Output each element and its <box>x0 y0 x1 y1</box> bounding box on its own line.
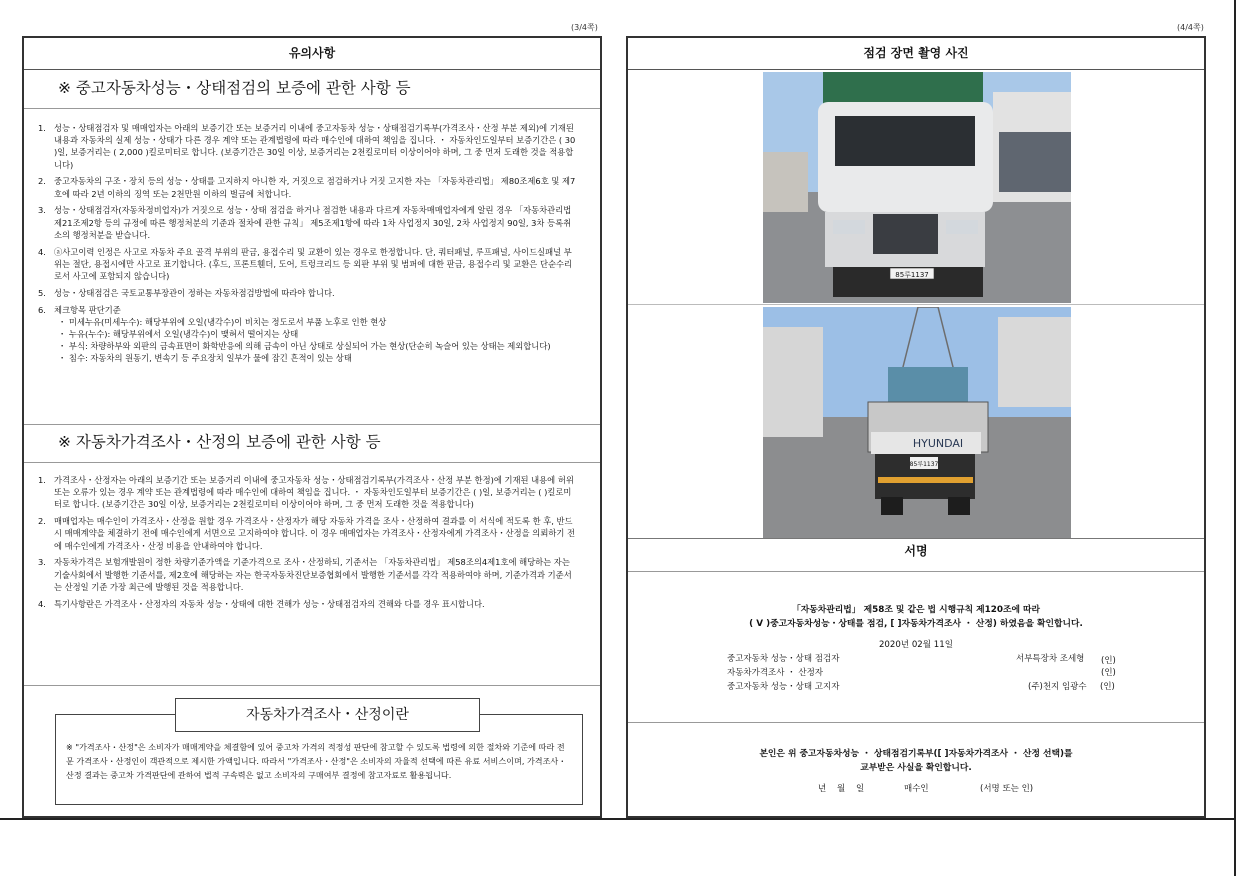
role-inspector: 중고자동차 성능・상태 점검자 <box>727 654 840 664</box>
rear-photo <box>763 307 1071 538</box>
seal-price-assessor: (인) <box>1101 668 1116 678</box>
front-plate-text: 85루1137 <box>895 271 929 279</box>
list-item-text: ⓐ사고이력 인정은 사고로 자동차 주요 골격 부위의 판금, 용접수리 및 교환이 있는 경우로 한정합니다. 단, 쿼터패널, 루프패널, 사이드실패널 부위는 절단, 용접시에만 사고로 표기합니다. (후드, 프론트휀더, 도어, 트렁크리드 등 외판 부위 및 범퍼에 대한 판금, 용접수리 및 교환은 단순수리로서 사고에 포함되지 않습니다) <box>54 246 573 282</box>
receipt-date-blank: 년 월 일 <box>818 784 865 794</box>
list-item <box>38 304 578 365</box>
list-item-number: 3. <box>38 205 46 216</box>
name-notifier: (주)천지 임광수 <box>1028 682 1087 692</box>
list-item <box>38 204 578 241</box>
rear-plate-text: 85루1137 <box>909 461 939 468</box>
truck-brand-text: HYUNDAI <box>912 437 964 450</box>
list-item <box>38 246 578 283</box>
photo-title: 점검 장면 촬영 사진 <box>628 38 1204 70</box>
list-item <box>38 556 578 593</box>
divider <box>628 722 1204 723</box>
list-item-text: 체크항목 판단기준 <box>54 304 121 315</box>
list-item-text: 매매업자는 매수인이 가격조사・산정을 원할 경우 가격조사・산정자가 해당 자동차 가격을 조사・산정하여 결과를 이 서식에 적도록 한 후, 반드시 매매계약을 체결하기 전에 매수인에게 서면으로 고지하여야 합니다. 이 경우 매매업자는 가격조사・산정자에게 가격조사・산정을 의뢰하기 전에 매수인에게 가격조사・산정 비용을 안내하여야 합니다. <box>54 516 576 551</box>
buyer-signature-field[interactable]: (서명 또는 인) <box>980 784 1034 794</box>
price-section-title: ※ 자동차가격조사・산정의 보증에 관한 사항 등 <box>58 433 381 451</box>
divider <box>24 685 600 686</box>
role-notifier: 중고자동차 성능・상태 고지자 <box>727 682 840 692</box>
list-item-number: 1. <box>38 475 46 485</box>
front-photo <box>763 72 1071 303</box>
divider <box>24 462 600 463</box>
sign-date: 2020년 02월 11일 <box>878 640 954 650</box>
list-item <box>38 515 578 552</box>
list-item <box>38 175 578 199</box>
list-item-number: 6. <box>38 304 46 315</box>
list-item <box>38 474 578 511</box>
list-item-number: 1. <box>38 123 46 133</box>
list-item-text: 자동차가격은 보험개발원이 정한 차량기준가액을 기준가격으로 조사・산정하되, 기준서는 「자동차관리법」 제58조의4제1호에 해당하는 자는 기술사회에서 발행한 기준서를, 제2호에 해당하는 자는 한국자동차진단보증협회에서 발행한 기준서를 각각 적용하여야 하며, 기준가격과 기준서는 산정일 기준 가장 최근에 발행된 것을 적용합니다. <box>54 557 572 592</box>
list-item-number: 4. <box>38 246 46 257</box>
warranty-section-title: ※ 중고자동차성능・상태점검의 보증에 관한 사항 등 <box>58 79 411 97</box>
list-item <box>38 598 578 610</box>
receipt-line-1: 본인은 위 중고자동차성능 ・ 상태점검기록부([ ]자동차가격조사 ・ 산정 선택)를 <box>759 749 1073 759</box>
seal-notifier: (인) <box>1100 682 1115 692</box>
list-item-number: 4. <box>38 598 46 609</box>
list-item-text: 성능・상태점검자(자동차정비업자)가 거짓으로 성능・상태 점검을 하거나 점검한 내용과 다르게 자동차매매업자에게 알린 경우 「자동차관리법 제21조제2항 등의 규정에 따른 행정처분의 기준과 절차에 관한 규칙」 제5조제1항에 따라 1차 사업정지 30일, 2차 사업정지 90일, 3차 등록취소의 행정처분을 받습니다. <box>54 205 572 240</box>
list-item-text: 특기사항란은 가격조사・산정자의 자동차 성능・상태에 대한 견해가 성능・상태점검자의 견해와 다를 경우 표시합니다. <box>54 598 485 609</box>
buyer-label: 매수인 <box>904 784 929 794</box>
signature-title: 서명 <box>904 544 928 558</box>
page-edge-bottom <box>0 818 1236 820</box>
criteria-item: ・ 부식: 차량하부와 외판의 금속표면이 화학반응에 의해 금속이 아닌 상태로 상실되어 가는 현상(단순히 녹슬어 있는 상태는 제외합니다) <box>58 341 551 352</box>
receipt-line-2: 교부받은 사실을 확인합니다. <box>860 763 972 773</box>
notice-panel <box>22 36 602 818</box>
divider <box>24 108 600 109</box>
page-number-left: (3/4쪽) <box>571 23 598 32</box>
list-item-number: 2. <box>38 176 46 187</box>
page-number-right: (4/4쪽) <box>1177 23 1204 32</box>
list-item <box>38 122 578 171</box>
list-item-number: 5. <box>38 287 46 298</box>
divider <box>628 304 1204 305</box>
divider <box>628 571 1204 572</box>
price-info-title: 자동차가격조사・산정이란 <box>175 698 480 732</box>
warranty-list <box>38 122 578 369</box>
page-edge-right <box>1234 0 1236 876</box>
law-line-1: 「자동차관리법」 제58조 및 같은 법 시행규칙 제120조에 따라 <box>791 605 1041 615</box>
list-item-number: 2. <box>38 516 46 527</box>
price-info-text: ※ "가격조사・산정"은 소비자가 매매계약을 체결함에 있어 중고차 가격의 적정성 판단에 참고할 수 있도록 법령에 의한 절차와 기준에 따라 전문 가격조사・산정인이 객관적으로 제시한 가액입니다. 따라서 "가격조사・산정"은 소비자의 자율적 선택에 따른 유료 서비스이며, 가격조사・산정 결과는 중고차 가격판단에 관하여 법적 구속력은 없고 소비자의 구매여부 결정에 참고자료로 활용됩니다. <box>66 742 567 780</box>
list-item <box>38 287 578 299</box>
name-inspector: 서부특장차 조세형 <box>1016 654 1085 664</box>
divider <box>24 424 600 425</box>
price-list <box>38 474 578 614</box>
list-item-number: 3. <box>38 557 46 568</box>
list-item-text: 성능・상태점검자 및 매매업자는 아래의 보증기간 또는 보증거리 이내에 중고자동차 성능・상태점검기록부(가격조사・산정 부분 제외)에 기재된 내용과 자동차의 실제 성능・상태가 다른 경우 계약 또는 관계법령에 따라 매수인에 대하여 책임을 집니다. ・ 자동차인도일부터 보증기간은 ( 30 )일, 보증거리는 ( 2,000 )킬로미터로 합니다. (보증기간은 30일 이상, 보증거리는 2천킬로미터 이상이어야 하며, 그 중 먼저 도래한 것을 적용합니다) <box>54 123 576 170</box>
divider <box>628 538 1204 539</box>
criteria-item: ・ 누유(누수): 해당부위에서 오일(냉각수)이 맺혀서 떨어지는 상태 <box>58 329 299 340</box>
criteria-item: ・ 미세누유(미세누수): 해당부위에 오일(냉각수)이 비치는 정도로서 부품 노후로 인한 현상 <box>58 316 387 327</box>
list-item-text: 중고자동차의 구조・장치 등의 성능・상태를 고지하지 아니한 자, 거짓으로 점검하거나 거짓 고지한 자는 「자동차관리법」 제80조제6호 및 제7호에 따라 2년 이하의 징역 또는 2천만원 이하의 벌금에 처합니다. <box>54 176 576 199</box>
seal-inspector: (인) <box>1101 656 1116 666</box>
law-line-2: ( V )중고자동차성능・상태를 점검, [ ]자동차가격조사 ・ 산정) 하였음을 확인합니다. <box>749 619 1083 629</box>
role-price-assessor: 자동차가격조사 ・ 산정자 <box>727 668 824 678</box>
criteria-item: ・ 침수: 자동차의 원동기, 변속기 등 주요장치 일부가 물에 잠긴 흔적이 있는 상태 <box>58 353 352 364</box>
list-item-text: 가격조사・산정자는 아래의 보증기간 또는 보증거리 이내에 중고자동차 성능・상태점검기록부(가격조사・산정 부분 한정)에 기재된 내용에 허위 또는 오류가 있는 경우 계약 또는 관계법령에 따라 매수인에 대하여 책임을 집니다. ・ 자동차인도일부터 보증기간은 ( )일, 보증거리는 ( )킬로미터로 합니다. (보증기간은 30일 이상, 보증거리는 2천킬로미터 이상이어야 하며, 그 중 먼저 도래한 것을 적용합니다) <box>54 475 574 510</box>
photo-panel <box>626 36 1206 818</box>
list-item-text: 성능・상태점검은 국토교통부장관이 정하는 자동차점검방법에 따라야 합니다. <box>54 287 335 298</box>
notice-title: 유의사항 <box>24 38 600 70</box>
price-info-box <box>55 707 583 805</box>
